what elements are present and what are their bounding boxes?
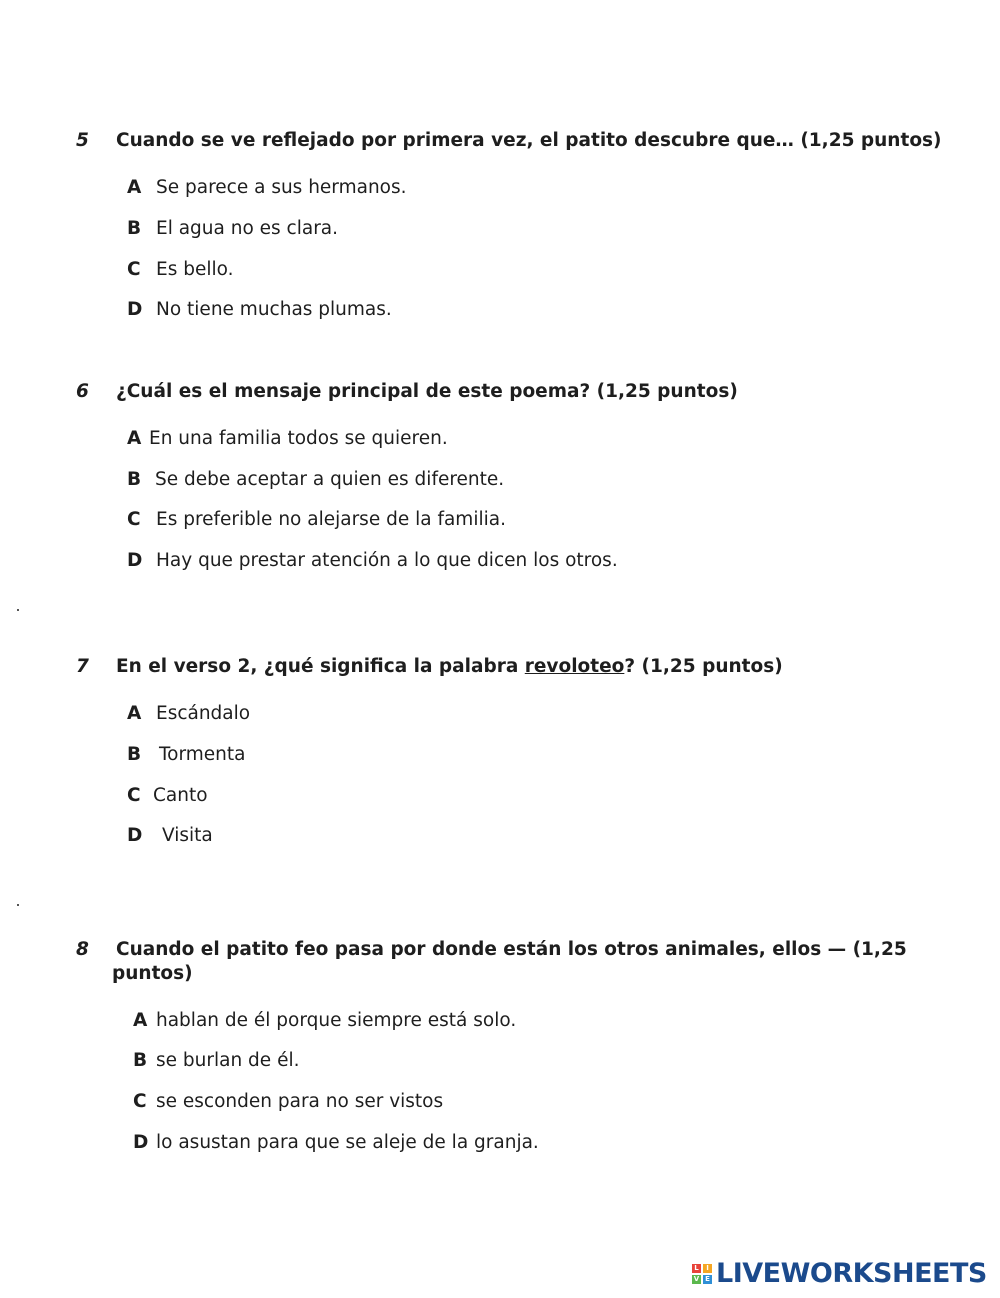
- question-number: 8: [76, 939, 89, 960]
- underlined-word: revoloteo: [524, 656, 625, 677]
- option-letter: D: [133, 1132, 149, 1153]
- option-letter: D: [127, 550, 143, 571]
- option-letter: B: [127, 469, 142, 490]
- option-letter: A: [127, 428, 142, 449]
- option-text: Es bello.: [156, 259, 234, 280]
- option-text: Canto: [153, 785, 208, 806]
- question-text-part: En el verso 2, ¿qué significa la palabra: [116, 656, 525, 677]
- question-text: [116, 655, 783, 679]
- option-a[interactable]: [127, 427, 448, 451]
- option-a[interactable]: [127, 176, 407, 200]
- option-c[interactable]: [127, 508, 506, 532]
- option-d[interactable]: [127, 824, 213, 848]
- option-b[interactable]: [127, 743, 245, 767]
- question-text-line-2: puntos): [112, 963, 193, 984]
- option-text: Es preferible no alejarse de la familia.: [156, 509, 506, 530]
- question-text: ¿Cuál es el mensaje principal de este poema? (1,25 puntos): [116, 381, 738, 402]
- logo-tile-l: L: [692, 1264, 701, 1273]
- option-text: No tiene muchas plumas.: [156, 299, 392, 320]
- option-c[interactable]: [127, 258, 234, 282]
- option-text: En una familia todos se quieren.: [149, 428, 448, 449]
- option-d[interactable]: [133, 1131, 539, 1155]
- question-text: Cuando se ve reflejado por primera vez, el patito descubre que… (1,25 puntos): [116, 130, 942, 151]
- option-text: hablan de él porque siempre está solo.: [156, 1010, 517, 1031]
- option-letter: C: [127, 509, 141, 530]
- question-text-part: ? (1,25 puntos): [624, 656, 783, 677]
- option-c[interactable]: [127, 784, 208, 808]
- option-text: lo asustan para que se aleje de la granja.: [156, 1132, 539, 1153]
- option-b[interactable]: [133, 1049, 299, 1073]
- stray-dot: [17, 609, 19, 611]
- option-b[interactable]: [127, 217, 338, 241]
- option-text: Hay que prestar atención a lo que dicen los otros.: [156, 550, 618, 571]
- option-letter: B: [133, 1050, 148, 1071]
- option-text: El agua no es clara.: [156, 218, 339, 239]
- option-letter: C: [127, 785, 141, 806]
- question-text-line-1: Cuando el patito feo pasa por donde están los otros animales, ellos — (1,25: [116, 939, 907, 960]
- option-letter: D: [127, 299, 143, 320]
- logo-tile-e: E: [703, 1275, 712, 1284]
- logo-text: LIVEWORKSHEETS: [716, 1258, 987, 1289]
- option-letter: C: [127, 259, 141, 280]
- logo-icon: [692, 1264, 712, 1284]
- option-letter: D: [127, 825, 143, 846]
- option-b[interactable]: [127, 468, 504, 492]
- option-text: Se debe aceptar a quien es diferente.: [155, 469, 505, 490]
- logo-tile-i: I: [703, 1264, 712, 1273]
- logo-tile-v: V: [693, 1275, 700, 1283]
- question-number: 7: [76, 656, 89, 677]
- option-letter: C: [133, 1091, 147, 1112]
- option-letter: A: [127, 703, 142, 724]
- option-letter: B: [127, 744, 142, 765]
- option-a[interactable]: [127, 702, 250, 726]
- option-text: se burlan de él.: [156, 1050, 300, 1071]
- option-d[interactable]: [127, 549, 618, 573]
- option-text: Tormenta: [159, 744, 246, 765]
- liveworksheets-logo: [692, 1260, 987, 1288]
- option-c[interactable]: [133, 1090, 443, 1114]
- option-text: Visita: [162, 825, 213, 846]
- question-number: 6: [76, 381, 89, 402]
- option-text: Se parece a sus hermanos.: [156, 177, 407, 198]
- option-letter: A: [133, 1010, 148, 1031]
- option-a[interactable]: [133, 1009, 516, 1033]
- stray-dot: [17, 904, 19, 906]
- question-number: 5: [76, 130, 89, 151]
- option-letter: A: [127, 177, 142, 198]
- option-letter: B: [127, 218, 142, 239]
- option-text: se esconden para no ser vistos: [156, 1091, 444, 1112]
- option-text: Escándalo: [156, 703, 251, 724]
- option-d[interactable]: [127, 298, 392, 322]
